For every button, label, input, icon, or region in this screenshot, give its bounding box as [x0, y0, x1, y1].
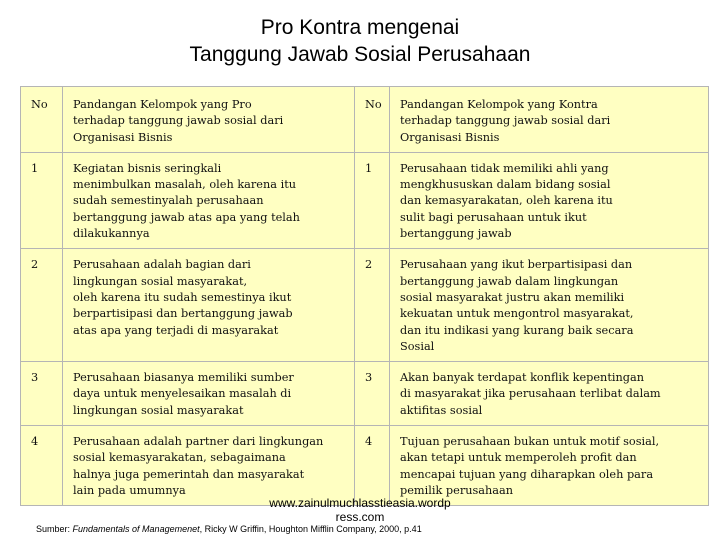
pro-cell: Perusahaan adalah partner dari lingkungan sosial kemasyarakatan, sebagaimana halnya juga pemerintah dan masyarakat lain pada umumnya: [63, 426, 355, 506]
kontra-cell: Akan banyak terdapat konflik kepentingan di masyarakat jika perusahaan terlibat dalam aktifitas sosial: [390, 362, 709, 426]
row-number-kontra: 2: [355, 249, 390, 362]
header-pro: Pandangan Kelompok yang Pro terhadap tanggung jawab sosial dari Organisasi Bisnis: [63, 87, 355, 153]
source-details: , Ricky W Griffin, Houghton Mifflin Company, 2000, p.41: [199, 524, 422, 534]
row-number-pro: 1: [21, 152, 63, 248]
row-number-kontra: 4: [355, 426, 390, 506]
header-kontra: Pandangan Kelompok yang Kontra terhadap tanggung jawab sosial dari Organisasi Bisnis: [390, 87, 709, 153]
kontra-cell: Tujuan perusahaan bukan untuk motif sosial, akan tetapi untuk memperoleh profit dan mencapai tujuan yang diharapkan oleh para pemilik perusahaan: [390, 426, 709, 506]
source-prefix: Sumber:: [36, 524, 73, 534]
table-row: [21, 426, 709, 506]
slide-title: [0, 14, 720, 68]
header-no-pro: No: [21, 87, 63, 153]
header-no-kontra: No: [355, 87, 390, 153]
kontra-cell: Perusahaan yang ikut berpartisipasi dan bertanggung jawab dalam lingkungan sosial masyarakat justru akan memiliki kekuatan untuk mengontrol masyarakat, dan itu indikasi yang kurang baik secara Sosial: [390, 249, 709, 362]
website-url: [0, 496, 720, 524]
source-book-title: Fundamentals of Managemenet: [72, 524, 200, 534]
pro-kontra-table: [20, 86, 709, 506]
kontra-cell: Perusahaan tidak memiliki ahli yang mengkhususkan dalam bidang sosial dan kemasyarakatan, oleh karena itu sulit bagi perusahaan untuk ikut bertanggung jawab: [390, 152, 709, 248]
pro-cell: Perusahaan adalah bagian dari lingkungan sosial masyarakat, oleh karena itu sudah semestinya ikut berpartisipasi dan bertanggung jawab atas apa yang terjadi di masyarakat: [63, 249, 355, 362]
pro-cell: Kegiatan bisnis seringkali menimbulkan masalah, oleh karena itu sudah semestinyalah perusahaan bertanggung jawab atas apa yang telah dilakukannya: [63, 152, 355, 248]
title-line-2: Tanggung Jawab Sosial Perusahaan: [189, 43, 531, 66]
title-line-1: Pro Kontra mengenai: [260, 16, 460, 39]
website-line-1: www.zainulmuchlasstieasia.wordp: [269, 496, 451, 510]
row-number-pro: 4: [21, 426, 63, 506]
table-row: [21, 362, 709, 426]
website-line-2: ress.com: [335, 510, 385, 524]
pro-cell: Perusahaan biasanya memiliki sumber daya untuk menyelesaikan masalah di lingkungan sosial masyarakat: [63, 362, 355, 426]
table-header-row: [21, 87, 709, 153]
row-number-pro: 2: [21, 249, 63, 362]
row-number-pro: 3: [21, 362, 63, 426]
row-number-kontra: 3: [355, 362, 390, 426]
row-number-kontra: 1: [355, 152, 390, 248]
table-row: [21, 249, 709, 362]
source-citation: [36, 524, 716, 535]
table-row: [21, 152, 709, 248]
